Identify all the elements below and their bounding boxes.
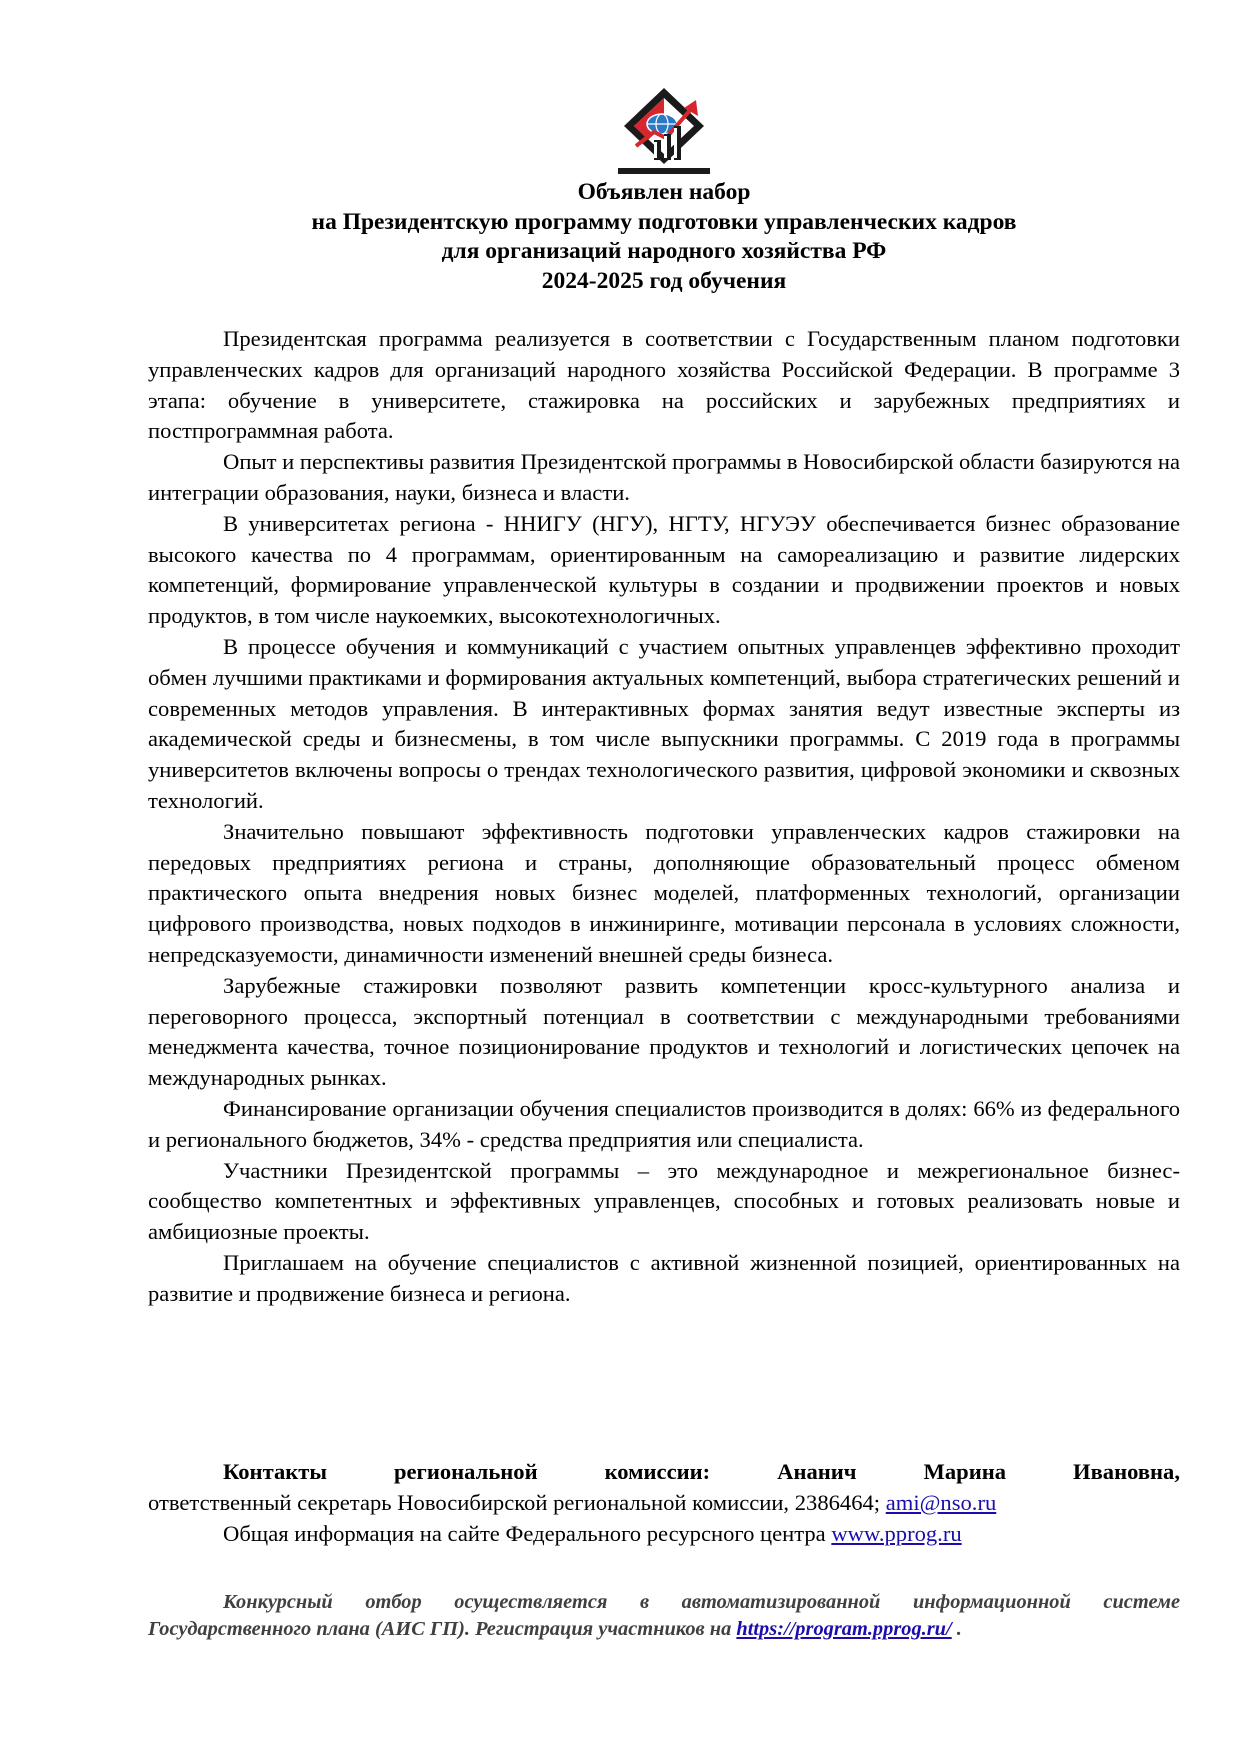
registration-link[interactable]: https://program.pprog.ru/: [736, 1618, 952, 1640]
paragraph: Опыт и перспективы развития Президентской программы в Новосибирской области базируются на интеграции образования, науки, бизнеса и власти.: [148, 449, 1180, 505]
paragraph: Приглашаем на обучение специалистов с активной жизненной позицией, ориентированных на развитие и продвижение бизнеса и региона.: [148, 1249, 1180, 1306]
footer-text: Конкурсный отбор осуществляется в автоматизированной информационной системе Государственного плана (АИС ГП). Регистрация участников на: [148, 1591, 1180, 1640]
announcement-body: [148, 324, 1180, 1310]
announcement-title: [148, 178, 1180, 296]
email-link[interactable]: ami@nso.ru: [885, 1489, 997, 1515]
paragraph: В процессе обучения и коммуникаций с участием опытных управленцев эффективно проходит обмен лучшими практиками и формирования актуальных компетенций, выбора стратегических решений и современных методов управления. В интерактивных формах занятия ведут известные эксперты из академической среды и бизнесмены, в том числе выпускники программы. С 2019 года в программы университетов включены вопросы о трендах технологического развития, цифровой экономики и сквозных технологий.: [148, 633, 1180, 813]
site-link[interactable]: www.pprog.ru: [831, 1520, 962, 1546]
program-logo-icon: [618, 86, 710, 176]
contacts-block: [148, 1457, 1180, 1549]
contacts-heading: Контакты региональной комиссии: Ананич Марина Ивановна,: [223, 1459, 1180, 1484]
info-text: Общая информация на сайте Федерального ресурсного центра: [223, 1520, 832, 1546]
paragraph: В университетах региона - ННИГУ (НГУ), НГТУ, НГУЭУ обеспечивается бизнес образование высокого качества по 4 программам, ориентированным на самореализацию и развитие лидерских компетенций, формирование управленческой культуры в создании и продвижении проектов и новых продуктов, в том числе наукоемких, высокотехнологичных.: [148, 510, 1180, 629]
title-line: на Президентскую программу подготовки управленческих кадров: [311, 208, 1017, 235]
role-text: ответственный секретарь Новосибирской региональной комиссии, 2386464;: [148, 1489, 886, 1515]
paragraph: Финансирование организации обучения специалистов производится в долях: 66% из федерального и регионального бюджетов, 34% - средства предприятия или специалиста.: [148, 1095, 1180, 1152]
paragraph: Участники Президентской программы – это международное и межрегиональное бизнес-сообщество компетентных и эффективных управленцев, способных и готовых реализовать новые и амбициозные проекты.: [148, 1157, 1180, 1245]
contacts-info: [148, 1519, 1180, 1550]
footer-paragraph: [148, 1589, 1180, 1643]
contacts-role: [148, 1488, 1180, 1519]
footer-suffix: .: [951, 1618, 962, 1640]
title-line: для организаций народного хозяйства РФ: [441, 238, 887, 264]
paragraph: Президентская программа реализуется в соответствии с Государственным планом подготовки управленческих кадров для организаций народного хозяйства Российской Федерации. В программе 3 этапа: обучение в университете, стажировка на российских и зарубежных предприятиях и постпрограммная работа.: [148, 326, 1180, 444]
paragraph: Зарубежные стажировки позволяют развить компетенции кросс-культурного анализа и переговорного процесса, экспортный потенциал в соответствии с международными требованиями менеджмента качества, точное позиционирование продуктов и технологий и логистических цепочек на международных рынках.: [148, 972, 1180, 1091]
title-line: Объявлен набор: [577, 179, 751, 205]
footer-note: [148, 1589, 1180, 1643]
paragraph: Значительно повышают эффективность подготовки управленческих кадров стажировки на передовых предприятиях региона и страны, дополняющие образовательный процесс обменом практического опыта внедрения новых бизнес моделей, платформенных технологий, организации цифрового производства, новых подходов в инжиниринге, мотивации персонала в условиях сложности, непредсказуемости, динамичности изменений внешней среды бизнеса.: [148, 818, 1180, 967]
title-line: 2024-2025 год обучения: [541, 267, 787, 294]
